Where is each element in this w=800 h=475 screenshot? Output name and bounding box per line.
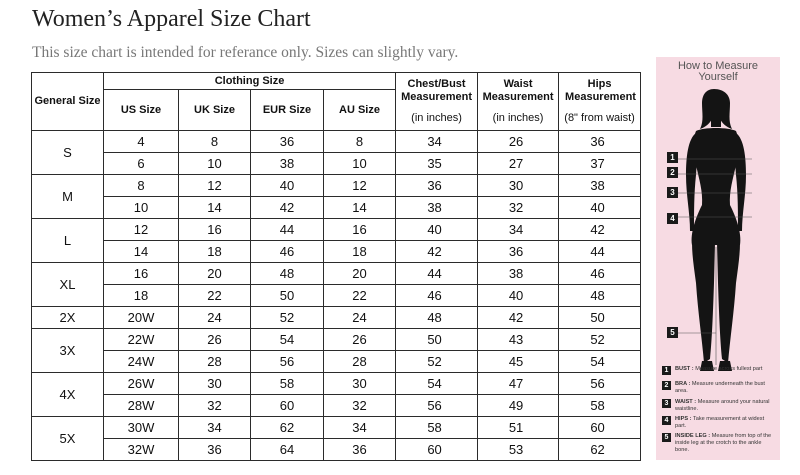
uk-size-cell: 34: [179, 417, 251, 439]
eur-size-cell: 36: [251, 131, 324, 153]
eur-size-cell: 50: [251, 285, 324, 307]
waist-cell: 47: [478, 373, 559, 395]
table-row: [32, 307, 641, 329]
waist-cell: 40: [478, 285, 559, 307]
au-size-cell: 24: [324, 307, 396, 329]
legend-number-icon: 3: [662, 399, 671, 408]
uk-size-cell: 20: [179, 263, 251, 285]
table-row: [32, 131, 641, 153]
uk-size-cell: 18: [179, 241, 251, 263]
waist-cell: 30: [478, 175, 559, 197]
uk-size-cell: 30: [179, 373, 251, 395]
legend-text: [675, 381, 775, 395]
au-size-cell: 34: [324, 417, 396, 439]
general-size-cell: S: [32, 131, 104, 175]
legend-label: BUST :: [675, 366, 694, 372]
eur-size-header: EUR Size: [251, 90, 324, 131]
uk-size-cell: 36: [179, 439, 251, 461]
hips-cell: 46: [559, 263, 641, 285]
hips-cell: 52: [559, 329, 641, 351]
us-size-cell: 14: [104, 241, 179, 263]
au-size-cell: 32: [324, 395, 396, 417]
uk-size-cell: 22: [179, 285, 251, 307]
eur-size-cell: 54: [251, 329, 324, 351]
eur-size-cell: 56: [251, 351, 324, 373]
waist-cell: 34: [478, 219, 559, 241]
chest-cell: 46: [396, 285, 478, 307]
au-size-cell: 12: [324, 175, 396, 197]
marker-3-icon: 3: [667, 187, 678, 198]
uk-size-header: UK Size: [179, 90, 251, 131]
us-size-cell: 26W: [104, 373, 179, 395]
table-row: [32, 439, 641, 461]
measure-title-line2: Yourself: [698, 71, 738, 83]
eur-size-cell: 38: [251, 153, 324, 175]
uk-size-cell: 32: [179, 395, 251, 417]
hips-cell: 62: [559, 439, 641, 461]
legend-text: [675, 399, 775, 413]
au-size-cell: 30: [324, 373, 396, 395]
chest-cell: 44: [396, 263, 478, 285]
au-size-cell: 20: [324, 263, 396, 285]
uk-size-cell: 28: [179, 351, 251, 373]
table-row: [32, 373, 641, 395]
au-size-cell: 8: [324, 131, 396, 153]
us-size-cell: 8: [104, 175, 179, 197]
clothing-size-header: Clothing Size: [104, 73, 396, 90]
chest-unit-label: (in inches): [411, 112, 462, 124]
au-size-cell: 36: [324, 439, 396, 461]
us-size-cell: 6: [104, 153, 179, 175]
waist-cell: 43: [478, 329, 559, 351]
page-title: Women’s Apparel Size Chart: [32, 6, 311, 32]
hips-cell: 50: [559, 307, 641, 329]
size-chart-body: [32, 131, 641, 461]
body-silhouette-icon: [656, 83, 780, 383]
size-chart-table: [31, 72, 641, 461]
waist-cell: 53: [478, 439, 559, 461]
hips-cell: 60: [559, 417, 641, 439]
legend-text: [675, 366, 775, 373]
table-row: [32, 329, 641, 351]
waist-cell: 45: [478, 351, 559, 373]
legend-number-icon: 5: [662, 433, 671, 442]
chest-cell: 34: [396, 131, 478, 153]
uk-size-cell: 8: [179, 131, 251, 153]
general-size-cell: 4X: [32, 373, 104, 417]
table-row: [32, 241, 641, 263]
legend-label: BRA :: [675, 381, 691, 387]
eur-size-cell: 40: [251, 175, 324, 197]
us-size-cell: 16: [104, 263, 179, 285]
legend-label: WAIST :: [675, 399, 697, 405]
chest-cell: 52: [396, 351, 478, 373]
table-row: [32, 175, 641, 197]
chest-cell: 56: [396, 395, 478, 417]
waist-unit-label: (in inches): [492, 112, 544, 124]
hips-cell: 44: [559, 241, 641, 263]
us-size-cell: 12: [104, 219, 179, 241]
legend-text: [675, 433, 775, 454]
hips-cell: 36: [559, 131, 641, 153]
eur-size-cell: 64: [251, 439, 324, 461]
au-size-cell: 26: [324, 329, 396, 351]
us-size-cell: 28W: [104, 395, 179, 417]
uk-size-cell: 16: [179, 219, 251, 241]
table-row: [32, 417, 641, 439]
us-size-header: US Size: [104, 90, 179, 131]
uk-size-cell: 24: [179, 307, 251, 329]
au-size-header: AU Size: [324, 90, 396, 131]
table-row: [32, 197, 641, 219]
eur-size-cell: 46: [251, 241, 324, 263]
hips-cell: 40: [559, 197, 641, 219]
eur-size-cell: 62: [251, 417, 324, 439]
uk-size-cell: 14: [179, 197, 251, 219]
au-size-cell: 28: [324, 351, 396, 373]
us-size-cell: 32W: [104, 439, 179, 461]
waist-header-label: Waist Measurement: [482, 78, 554, 103]
us-size-cell: 18: [104, 285, 179, 307]
general-size-header: General Size: [32, 73, 104, 131]
hips-cell: 54: [559, 351, 641, 373]
chest-cell: 40: [396, 219, 478, 241]
chest-cell: 42: [396, 241, 478, 263]
general-size-cell: XL: [32, 263, 104, 307]
au-size-cell: 16: [324, 219, 396, 241]
waist-cell: 42: [478, 307, 559, 329]
general-size-cell: L: [32, 219, 104, 263]
eur-size-cell: 44: [251, 219, 324, 241]
legend-number-icon: 2: [662, 381, 671, 390]
legend-description: Take measurement at widest part.: [675, 416, 765, 429]
marker-5-icon: 5: [667, 327, 678, 338]
hips-cell: 56: [559, 373, 641, 395]
waist-cell: 38: [478, 263, 559, 285]
general-size-cell: 3X: [32, 329, 104, 373]
hips-cell: 37: [559, 153, 641, 175]
waist-cell: 27: [478, 153, 559, 175]
legend-label: HIPS :: [675, 416, 692, 422]
chest-cell: 35: [396, 153, 478, 175]
legend-number-icon: 4: [662, 416, 671, 425]
au-size-cell: 10: [324, 153, 396, 175]
table-row: [32, 153, 641, 175]
au-size-cell: 22: [324, 285, 396, 307]
legend-number-icon: 1: [662, 366, 671, 375]
measure-panel-title: [656, 61, 780, 83]
eur-size-cell: 48: [251, 263, 324, 285]
hips-cell: 48: [559, 285, 641, 307]
eur-size-cell: 60: [251, 395, 324, 417]
general-size-cell: 2X: [32, 307, 104, 329]
us-size-cell: 22W: [104, 329, 179, 351]
waist-cell: 26: [478, 131, 559, 153]
general-size-cell: 5X: [32, 417, 104, 461]
marker-2-icon: 2: [667, 167, 678, 178]
general-size-cell: M: [32, 175, 104, 219]
waist-cell: 36: [478, 241, 559, 263]
us-size-cell: 20W: [104, 307, 179, 329]
chest-cell: 48: [396, 307, 478, 329]
chest-cell: 36: [396, 175, 478, 197]
us-size-cell: 4: [104, 131, 179, 153]
measure-title-line1: How to Measure: [677, 60, 759, 72]
table-row: [32, 285, 641, 307]
chest-header-label: Chest/Bust Measurement: [401, 78, 472, 103]
chest-cell: 50: [396, 329, 478, 351]
hips-header-label: Hips Measurement: [565, 78, 636, 103]
hips-cell: 38: [559, 175, 641, 197]
legend-text: [675, 416, 775, 430]
hips-cell: 42: [559, 219, 641, 241]
table-row: [32, 263, 641, 285]
marker-1-icon: 1: [667, 152, 678, 163]
waist-cell: 51: [478, 417, 559, 439]
table-row: [32, 395, 641, 417]
chest-header: [396, 73, 478, 131]
hips-cell: 58: [559, 395, 641, 417]
chest-cell: 38: [396, 197, 478, 219]
table-row: [32, 219, 641, 241]
uk-size-cell: 10: [179, 153, 251, 175]
eur-size-cell: 52: [251, 307, 324, 329]
chest-cell: 58: [396, 417, 478, 439]
waist-header: [478, 73, 559, 131]
chest-cell: 60: [396, 439, 478, 461]
au-size-cell: 14: [324, 197, 396, 219]
eur-size-cell: 42: [251, 197, 324, 219]
waist-cell: 32: [478, 197, 559, 219]
chest-cell: 54: [396, 373, 478, 395]
us-size-cell: 10: [104, 197, 179, 219]
legend-description: Measure underneath the bust area.: [675, 381, 765, 394]
uk-size-cell: 12: [179, 175, 251, 197]
eur-size-cell: 58: [251, 373, 324, 395]
legend-description: Measure from top of the inside leg at the crotch to the ankle bone.: [675, 433, 772, 453]
us-size-cell: 24W: [104, 351, 179, 373]
hips-unit-label: (8" from waist): [564, 112, 635, 124]
page-subtitle: This size chart is intended for referance only. Sizes can slightly vary.: [32, 44, 459, 61]
waist-cell: 49: [478, 395, 559, 417]
marker-4-icon: 4: [667, 213, 678, 224]
legend-description: Measure around your natural waistline.: [675, 399, 770, 412]
legend-description: Measure across fullest part: [695, 366, 763, 372]
uk-size-cell: 26: [179, 329, 251, 351]
hips-header: [559, 73, 641, 131]
us-size-cell: 30W: [104, 417, 179, 439]
au-size-cell: 18: [324, 241, 396, 263]
table-row: [32, 351, 641, 373]
legend-label: INSIDE LEG :: [675, 433, 711, 439]
